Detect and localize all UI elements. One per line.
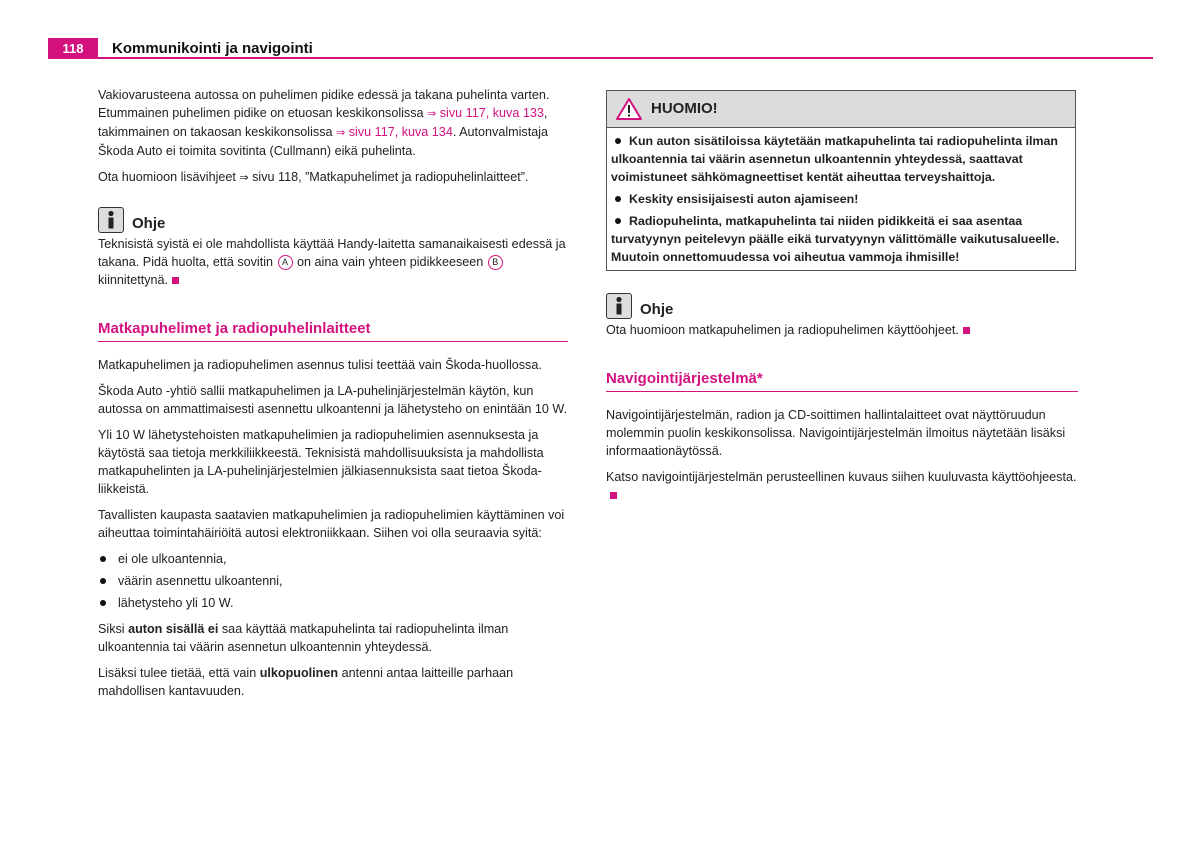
page-reference-link-2[interactable]: ⇒ sivu 117, kuva 134 bbox=[336, 125, 453, 139]
paragraph: Siksi auton sisällä ei saa käyttää matkapuhelinta tai radiopuhelinta ilman ulkoantennia tai väärin asennetun ulkoantennin yhteydessä. bbox=[98, 622, 509, 654]
paragraph: Navigointijärjestelmän, radion ja CD-soittimen hallintalaitteet ovat näyttöruudun molemmin puolin keskikonsolissa. Navigointijärjestelmän ilmoitus näytetään lisäksi informaationäytössä. bbox=[606, 408, 1066, 458]
warning-body bbox=[607, 128, 1075, 270]
section-heading-navigation: Navigointijärjestelmä* bbox=[606, 369, 1078, 392]
section-end-icon bbox=[172, 277, 179, 284]
chapter-title: Kommunikointi ja navigointi bbox=[112, 40, 313, 57]
paragraph: Yli 10 W lähetystehoisten matkapuhelimien ja radiopuhelimien asennuksesta ja käytöstä saa tietoja merkkiliikkeestä. Teknisistä mahdollisuuksista ja mahdollista matkapuhelinten ja LA-puhelinjärjestelmien jälkiasennuksista saat tietoa Škoda-liikkeistä. bbox=[98, 428, 544, 496]
paragraph: Katso navigointijärjestelmän perusteellinen kuvaus siihen kuuluvasta käyttöohjeesta. bbox=[606, 468, 1078, 504]
list-item: väärin asennettu ulkoantenni, bbox=[98, 572, 568, 590]
info-note-icon bbox=[98, 207, 124, 233]
paragraph: Tavallisten kaupasta saatavien matkapuhelimien ja radiopuhelimien käyttäminen voi aiheuttaa toimintahäiriöitä autosi elektroniikkaan. Siihen voi olla seuraavia syitä: bbox=[98, 508, 565, 540]
section-end-icon bbox=[963, 327, 970, 334]
note-text: Ota huomioon matkapuhelimen ja radiopuhelimen käyttöohjeet. bbox=[606, 321, 1078, 339]
warning-triangle-icon bbox=[615, 97, 643, 121]
reference-arrow-icon: ⇒ bbox=[336, 126, 346, 139]
list-item: lähetysteho yli 10 W. bbox=[98, 594, 568, 612]
bullet-icon bbox=[615, 218, 621, 224]
reference-arrow-icon: ⇒ bbox=[239, 171, 249, 184]
note-title: Ohje bbox=[640, 301, 674, 318]
paragraph: Lisäksi tulee tietää, että vain ulkopuolinen antenni antaa laitteille parhaan mahdollisen kantavuuden. bbox=[98, 666, 514, 698]
intro-paragraph: Vakiovarusteena autossa on puhelimen pidike edessä ja takana puhelinta varten. Etummainen puhelimen pidike on etuosan keskikonsolissa ⇒ sivu 117, kuva 133, takimmainen on takaosan keskikonsolissa ⇒ sivu 117, kuva 134. Autonvalmistaja Škoda Auto ei toimita sovitinta (Cullmann) eikä puhelinta. bbox=[98, 88, 550, 158]
causes-list bbox=[98, 550, 568, 612]
list-item: ei ole ulkoantennia, bbox=[98, 550, 568, 568]
paragraph: Škoda Auto -yhtiö sallii matkapuhelimen ja LA-puhelinjärjestelmän käytön, kun autossa on ammattimaisesti asennettu ulkoantenni ja lähetysteho on enintään 10 W. bbox=[98, 384, 568, 416]
section-end-icon bbox=[610, 492, 617, 499]
page-reference-link-1[interactable]: ⇒ sivu 117, kuva 133 bbox=[427, 106, 544, 120]
note-header bbox=[98, 207, 568, 233]
info-note-icon bbox=[606, 293, 632, 319]
note-header bbox=[606, 293, 1078, 319]
warning-item: Keskity ensisijaisesti auton ajamiseen! bbox=[611, 190, 1069, 208]
reference-arrow-icon: ⇒ bbox=[427, 107, 437, 120]
note-title: Ohje bbox=[132, 215, 166, 232]
marker-b-icon: B bbox=[488, 255, 503, 270]
paragraph: Matkapuhelimen ja radiopuhelimen asennus tulisi teettää vain Škoda-huollossa. bbox=[98, 358, 542, 372]
warning-box bbox=[606, 90, 1076, 271]
reference-paragraph: Ota huomioon lisävihjeet ⇒ sivu 118, ”Matkapuhelimet ja radiopuhelinlaitteet”. bbox=[98, 170, 529, 184]
page-number: 118 bbox=[48, 38, 98, 59]
right-column bbox=[606, 90, 1078, 512]
warning-header bbox=[607, 91, 1075, 128]
warning-item: Kun auton sisätiloissa käytetään matkapuhelinta tai radiopuhelinta ilman ulkoantennia tai väärin asennetun ulkoantennin yhteydessä, saattavat voimistuneet sähkömagneettiset kentät aiheuttaa terveyshaittoja. bbox=[611, 134, 1058, 184]
section-heading-mobile-phones: Matkapuhelimet ja radiopuhelinlaitteet bbox=[98, 319, 568, 342]
bullet-icon bbox=[615, 196, 621, 202]
marker-a-icon: A bbox=[278, 255, 293, 270]
left-column bbox=[98, 86, 568, 708]
warning-item: Radiopuhelinta, matkapuhelinta tai niiden pidikkeitä ei saa asentaa turvatyynyn peitelevyn päälle eikä turvatyynyn välittömälle vaikutusalueelle. Muutoin onnettomuudessa voi aiheutua vammoja ihmisille! bbox=[611, 214, 1060, 264]
bullet-icon bbox=[615, 138, 621, 144]
note-text: Teknisistä syistä ei ole mahdollista käyttää Handy-laitetta samanaikaisesti edessä ja takana. Pidä huolta, että sovitin A on aina vain yhteen pidikkeeseen B kiinnitettynä. bbox=[98, 237, 566, 287]
warning-title: HUOMIO! bbox=[651, 100, 718, 117]
